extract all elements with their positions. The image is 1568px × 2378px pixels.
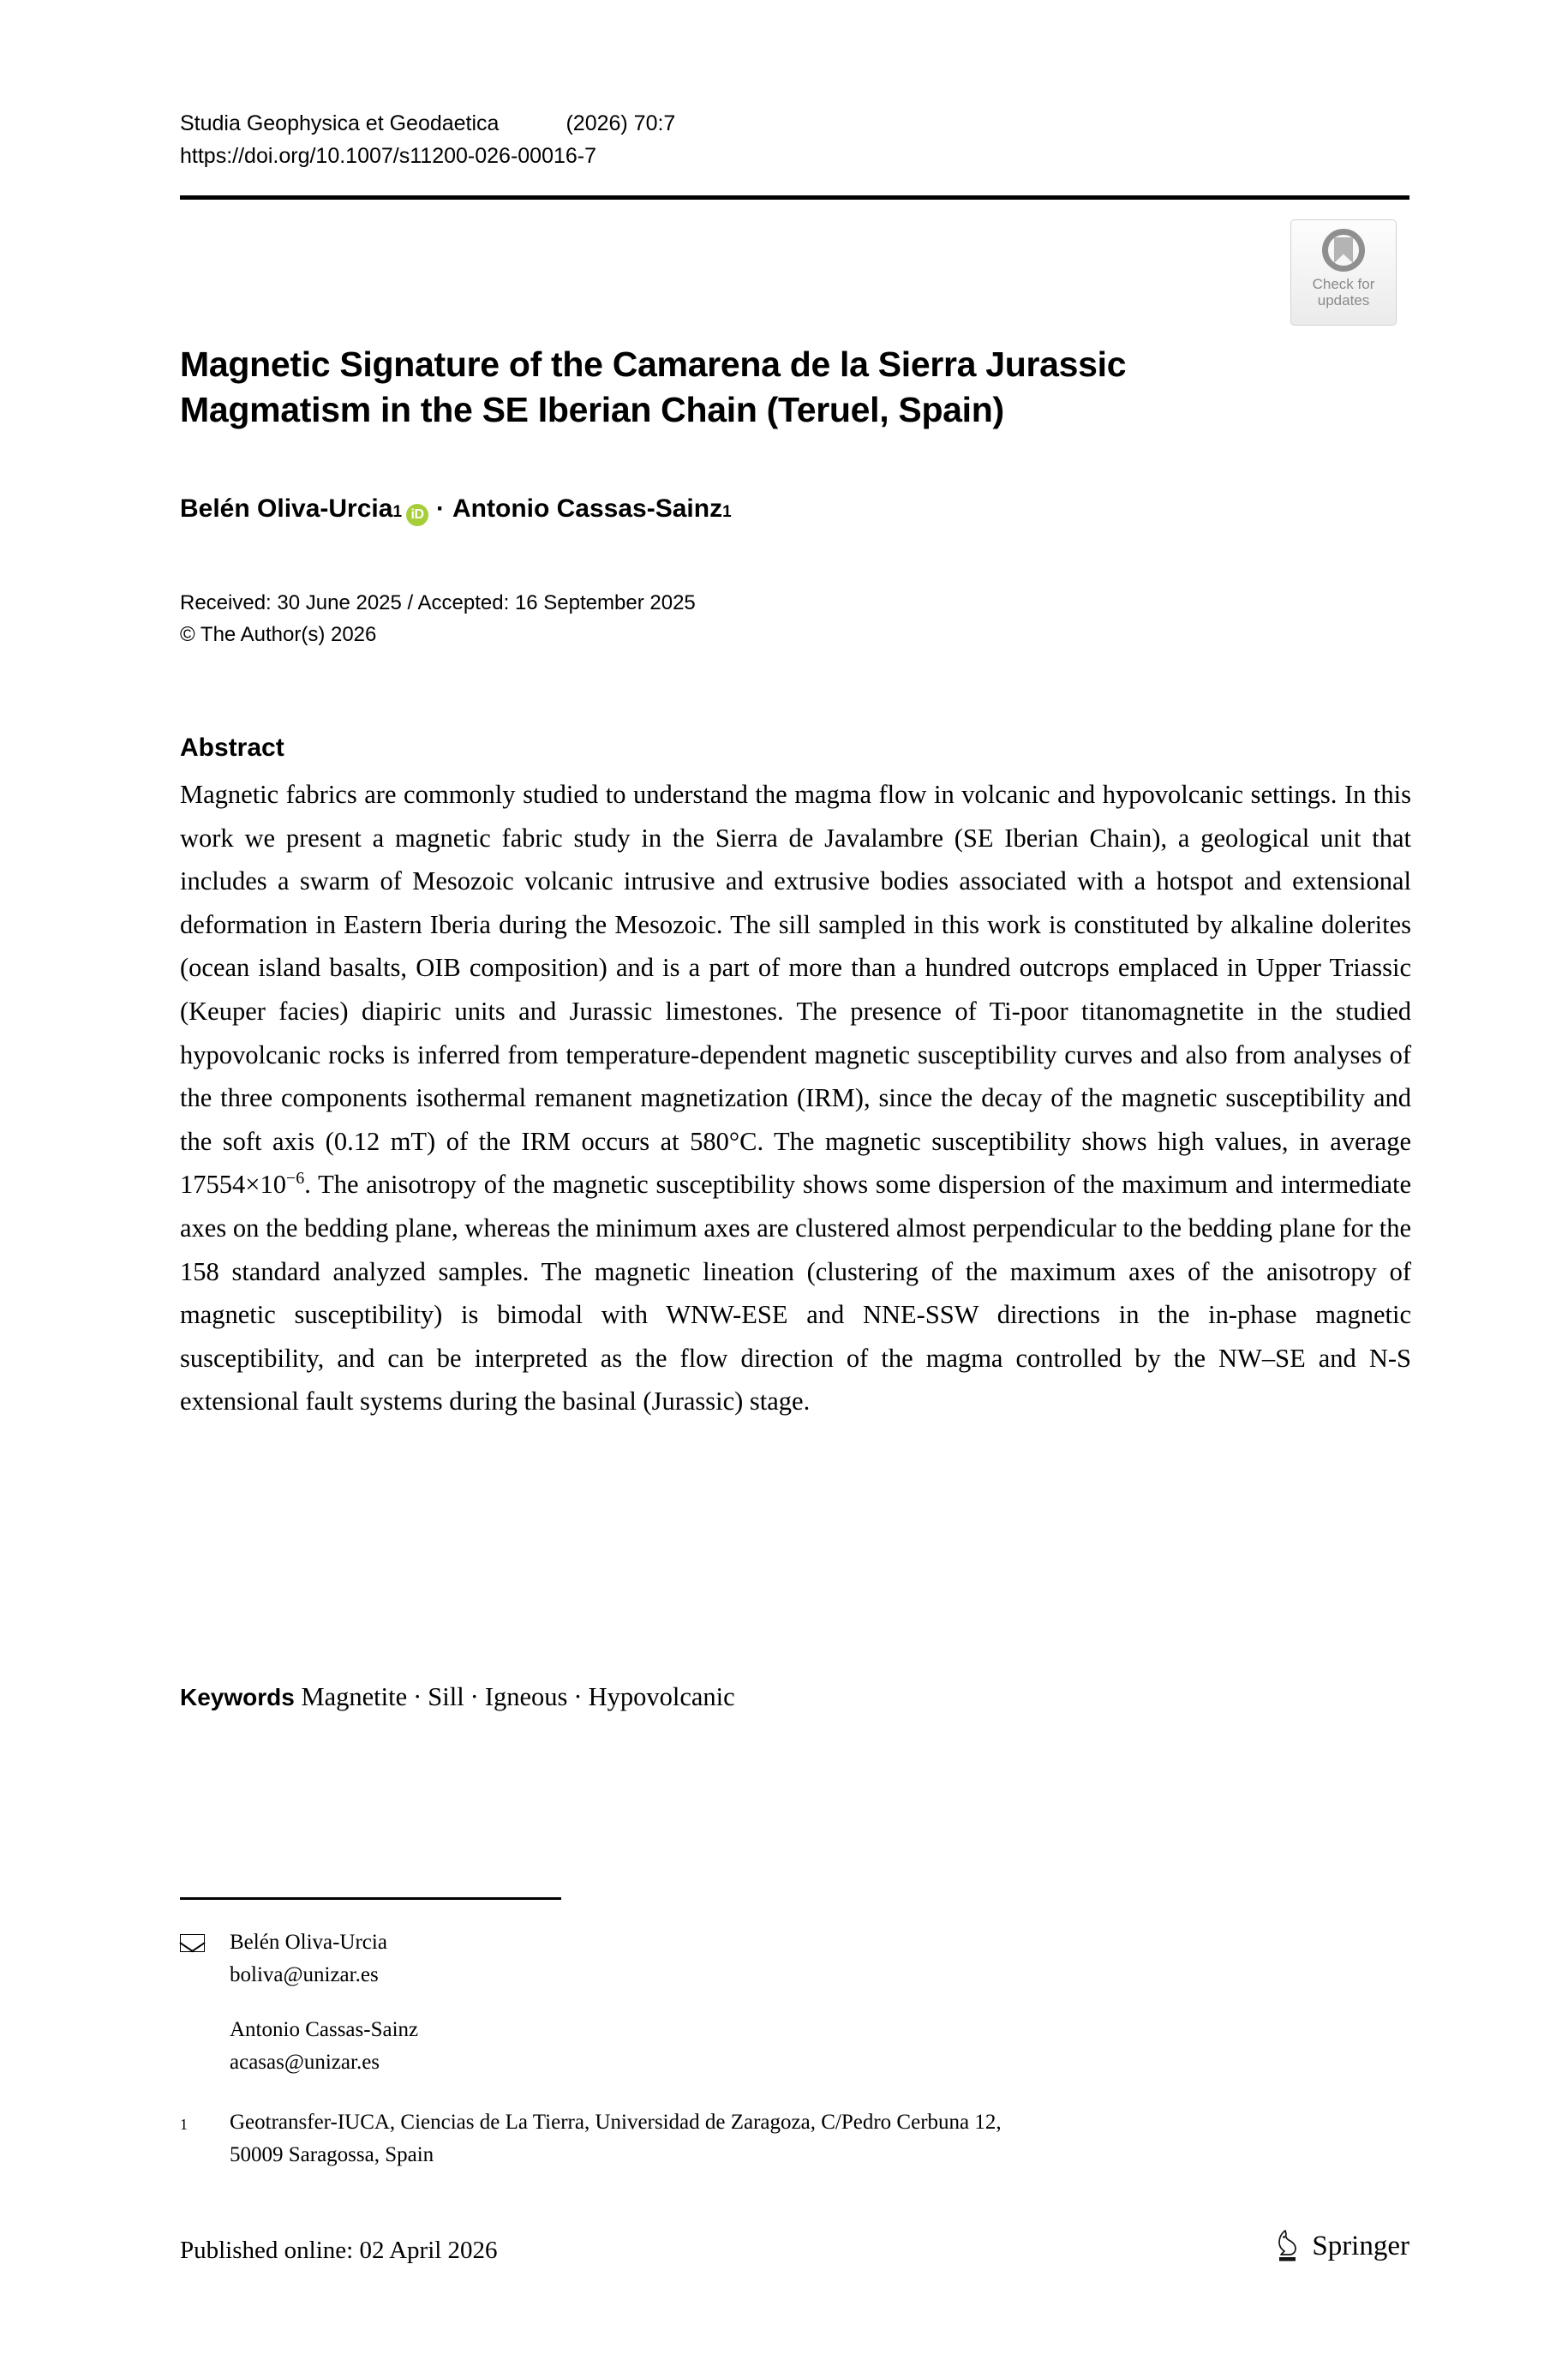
footnote-spacer	[180, 1992, 1411, 2014]
abstract-body	[180, 773, 1411, 1423]
crossmark-label-line1: Check for	[1312, 276, 1375, 292]
corresponding-author	[180, 1926, 1411, 1992]
keyword-item-2: Igneous	[484, 1682, 568, 1711]
second-author-name: Antonio Cassas-Sainz	[230, 2018, 419, 2041]
corresponding-author-name: Belén Oliva-Urcia	[230, 1931, 387, 1954]
orcid-icon[interactable]: iD	[406, 504, 428, 526]
journal-header-line	[180, 107, 1409, 140]
header-divider	[180, 195, 1409, 200]
check-for-updates-badge[interactable]	[1290, 219, 1397, 326]
crossmark-label-line2: updates	[1317, 292, 1370, 308]
author-name-second: Antonio Cassas-Sainz	[452, 494, 723, 523]
keyword-separator: ·	[573, 1682, 583, 1711]
author-separator: ·	[436, 494, 446, 523]
abstract-exponent: −6	[285, 1169, 305, 1189]
journal-doi-link[interactable]: https://doi.org/10.1007/s11200-026-00016-7	[180, 144, 597, 168]
abstract-text-part1: Magnetic fabrics are commonly studied to understand the magma flow in volcanic and hypovolcanic settings. In this work we present a magnetic fabric study in the Sierra de Javalambre (SE Iberian Chain), a geological unit that includes a swarm of Mesozoic volcanic intrusive and extrusive bodies associated with a hotspot and extensional deformation in Eastern Iberia during the Mesozoic. The sill sampled in this work is constituted by alkaline dolerites (ocean island basalts, OIB composition) and is a part of more than a hundred outcrops emplaced in Upper Triassic (Keuper facies) diapiric units and Jurassic limestones. The presence of Ti-poor titanomagnetite in the studied hypovolcanic rocks is inferred from temperature-dependent magnetic susceptibility curves and also from analyses of the three components isothermal remanent magnetization (IRM), since the decay of the magnetic susceptibility and the soft axis (0.12 mT) of the IRM occurs at 580°C. The magnetic susceptibility shows high values, in average 17554	[180, 780, 1411, 1200]
second-author-details	[230, 2014, 1411, 2079]
affiliation-details	[230, 2106, 1411, 2171]
keyword-separator: ·	[413, 1682, 422, 1711]
keyword-separator: ·	[470, 1682, 479, 1711]
affiliation-marker: 1	[180, 2116, 188, 2133]
corresponding-author-details	[230, 1926, 1411, 1992]
abstract-text-part2: . The anisotropy of the magnetic susceptibility shows some dispersion of the maximum and intermediate axes on the bedding plane, whereas the minimum axes are clustered almost perpendicular to the bedding plane for the 158 standard analyzed samples. The magnetic lineation (clustering of the maximum axes of the anisotropy of magnetic susceptibility) is bimodal with WNW-ESE and NNE-SSW directions in the in-phase magnetic susceptibility, and can be interpreted as the flow direction of the magma controlled by the NW–SE and N-S extensional fault systems during the basinal (Jurassic) stage.	[180, 1170, 1411, 1417]
abstract-multiplier: ×10	[245, 1170, 286, 1200]
springer-knight-icon	[1274, 2228, 1303, 2264]
journal-header	[180, 107, 1409, 172]
publication-dates	[180, 587, 1409, 650]
envelope-icon	[180, 1926, 230, 1962]
keyword-item-3: Hypovolcanic	[588, 1682, 735, 1711]
springer-logo	[1274, 2228, 1409, 2264]
keyword-item-0: Magnetite	[301, 1682, 408, 1711]
author-list: Belén Oliva-Urcia 1 iD · Antonio Cassas-Sainz 1	[180, 493, 1409, 525]
corresponding-author-email[interactable]: boliva@unizar.es	[230, 1963, 379, 1986]
footnote-block	[180, 1926, 1411, 2171]
copyright-line: © The Author(s) 2026	[180, 623, 377, 646]
received-accepted-line: Received: 30 June 2025 / Accepted: 16 September 2025	[180, 591, 696, 614]
keywords-line	[180, 1678, 1411, 1716]
journal-citation: (2026) 70:7	[566, 111, 676, 135]
crossmark-label	[1313, 276, 1375, 308]
affiliation-entry	[180, 2106, 1411, 2171]
footnote-divider	[180, 1897, 561, 1900]
author-name-first: Belén Oliva-Urcia	[180, 494, 393, 523]
second-author-email[interactable]: acasas@unizar.es	[230, 2051, 380, 2074]
keyword-item-1: Sill	[428, 1682, 464, 1711]
second-author-contact	[180, 2014, 1411, 2079]
journal-name: Studia Geophysica et Geodaetica	[180, 111, 500, 135]
springer-wordmark: Springer	[1312, 2230, 1409, 2261]
keywords-label: Keywords	[180, 1684, 295, 1710]
abstract-heading: Abstract	[180, 734, 284, 762]
crossmark-icon	[1320, 226, 1368, 274]
affiliation-line-1: Geotransfer-IUCA, Ciencias de La Tierra, Universidad de Zaragoza, C/Pedro Cerbuna 12,	[230, 2111, 1002, 2134]
affiliation-line-2: 50009 Saragossa, Spain	[230, 2143, 434, 2166]
published-online-date: Published online: 02 April 2026	[180, 2237, 498, 2264]
paper-title: Magnetic Signature of the Camarena de la Sierra Jurassic Magmatism in the SE Iberian Chain (Teruel, Spain)	[180, 344, 1127, 430]
